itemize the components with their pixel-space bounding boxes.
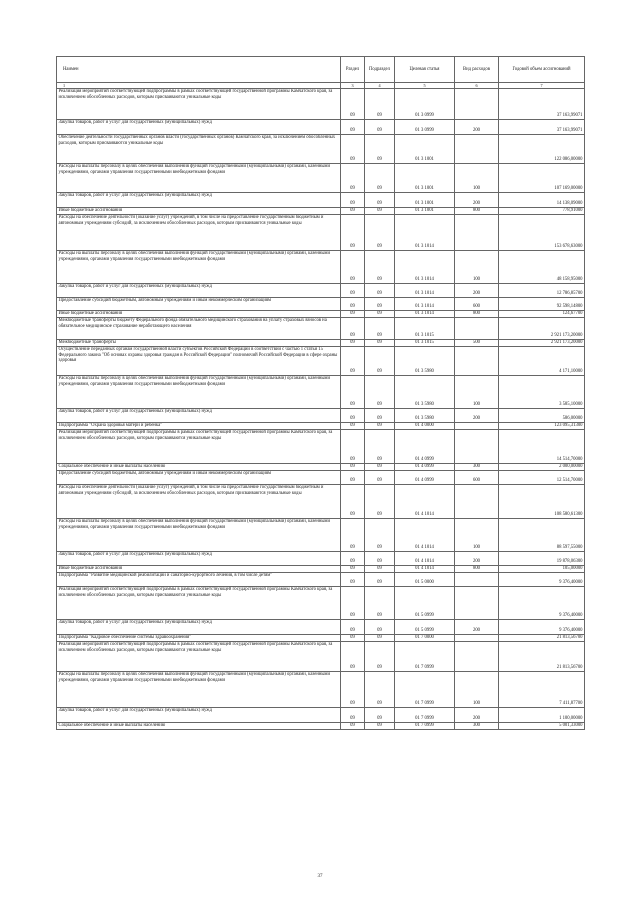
table-row (57, 409, 585, 423)
table-row (57, 193, 585, 208)
row-target-article-cell: 01 7 0999 (395, 708, 455, 723)
row-name-cell: Обеспечение деятельности государственных органов власти (государственных органов) Камчатского края, за исключением обособленных расходов, которым присваиваются уникальные коды (57, 135, 341, 164)
table-row (57, 485, 585, 519)
col-number-5: 5 (395, 83, 455, 89)
row-razdel-cell: 09 (341, 519, 365, 552)
row-razdel-cell: 09 (341, 340, 365, 347)
row-sum-cell: 3 585,10000 (499, 376, 585, 409)
row-expense-type-cell: 200 (455, 193, 499, 208)
row-target-article-cell: 01 3 1001 (395, 193, 455, 208)
row-sum-cell: 9 376,40000 (499, 620, 585, 635)
row-target-article-cell: 01 3 1001 (395, 208, 455, 215)
row-expense-type-cell: 800 (455, 208, 499, 215)
table-row (57, 298, 585, 311)
row-name-cell: Межбюджетные трансферты (57, 340, 341, 347)
row-expense-type-cell: 200 (455, 620, 499, 635)
row-name-cell: Реализация мероприятий соответствующей подпрограммы в рамках соответствующей государственной программы Камчатского края, за исключением обособленных расходов, которым присваиваются уникальные коды (57, 642, 341, 672)
row-target-article-cell: 01 3 1001 (395, 164, 455, 193)
table-row (57, 587, 585, 620)
row-name-cell: Предоставление субсидий бюджетным, автономным учреждениям и иным некоммерческим организациям (57, 298, 341, 311)
table-row (57, 347, 585, 376)
page-number: 37 (317, 874, 323, 879)
table-row (57, 708, 585, 723)
row-name-cell: Межбюджетные трансферты бюджету Федерального фонда обязательного медицинского страхования на уплату страховых взносов на обязательное медицинское страхование неработающего населения (57, 318, 341, 340)
row-podrazdel-cell: 09 (365, 672, 395, 708)
row-sum-cell: 2 921 173,20000 (499, 340, 585, 347)
row-sum-cell: 9 376,40000 (499, 573, 585, 587)
row-target-article-cell: 01 3 1014 (395, 215, 455, 251)
row-sum-cell: 7 411,87700 (499, 672, 585, 708)
row-expense-type-cell (455, 89, 499, 120)
col-number-1: 1 (57, 83, 341, 89)
row-target-article-cell: 01 4 1014 (395, 519, 455, 552)
row-podrazdel-cell: 09 (365, 642, 395, 672)
row-name-cell: Закупка товаров, работ и услуг для государственных (муниципальных) нужд (57, 409, 341, 423)
row-target-article-cell: 01 4 0999 (395, 464, 455, 471)
table-row (57, 635, 585, 642)
col-number-4: 4 (365, 83, 395, 89)
table-row (57, 311, 585, 318)
row-sum-cell: 123 095,31300 (499, 423, 585, 430)
row-expense-type-cell: 100 (455, 519, 499, 552)
row-target-article-cell: 01 7 0999 (395, 723, 455, 730)
table-row (57, 120, 585, 135)
row-target-article-cell: 01 5 0999 (395, 587, 455, 620)
row-name-cell: Расходы на обеспечение деятельности (оказание услуг) учреждений, в том числе на предоставление государственным бюджетным и автономным учреждениям субсидий, за исключением обособленных расходов, которым присваиваются уникальные коды (57, 215, 341, 251)
row-target-article-cell: 01 3 1014 (395, 298, 455, 311)
row-expense-type-cell: 100 (455, 164, 499, 193)
row-target-article-cell: 01 3 5980 (395, 409, 455, 423)
row-expense-type-cell (455, 573, 499, 587)
header-name: Наимен (57, 57, 341, 83)
row-name-cell: Подпрограмма "Развитие медицинской реабилитации и санаторно-курортного лечения, в том числе детям" (57, 573, 341, 587)
row-razdel-cell: 09 (341, 311, 365, 318)
table-header-row (57, 57, 585, 83)
row-razdel-cell: 09 (341, 635, 365, 642)
table-row (57, 723, 585, 730)
row-razdel-cell: 09 (341, 376, 365, 409)
row-name-cell: Подпрограмма "Охрана здоровья матери и ребенка" (57, 423, 341, 430)
row-name-cell: Подпрограмма "Кадровое обеспечение системы здравоохранения" (57, 635, 341, 642)
row-sum-cell: 88 597,55000 (499, 519, 585, 552)
row-expense-type-cell: 300 (455, 464, 499, 471)
row-razdel-cell: 09 (341, 251, 365, 284)
row-target-article-cell: 01 7 0999 (395, 672, 455, 708)
table-row (57, 89, 585, 120)
row-sum-cell: 48 158,95000 (499, 251, 585, 284)
table-body (57, 89, 585, 730)
row-razdel-cell: 09 (341, 723, 365, 730)
row-target-article-cell: 01 3 0999 (395, 89, 455, 120)
row-expense-type-cell (455, 215, 499, 251)
row-name-cell: Предоставление субсидий бюджетным, автономным учреждениям и иным некоммерческим организациям (57, 471, 341, 485)
row-podrazdel-cell: 09 (365, 164, 395, 193)
row-razdel-cell: 09 (341, 318, 365, 340)
header-target-article: Целевая статья (395, 57, 455, 83)
row-podrazdel-cell: 09 (365, 430, 395, 464)
row-name-cell: Расходы на обеспечение деятельности (оказание услуг) учреждений, в том числе на предоставление государственным бюджетным и автономным учреждениям субсидий, за исключением обособленных расходов, которым присваиваются уникальные коды (57, 485, 341, 519)
row-expense-type-cell (455, 430, 499, 464)
row-sum-cell: 12 786,85700 (499, 284, 585, 298)
row-podrazdel-cell: 09 (365, 376, 395, 409)
table-row (57, 672, 585, 708)
row-expense-type-cell: 800 (455, 566, 499, 573)
row-name-cell: Закупка товаров, работ и услуг для государственных (муниципальных) нужд (57, 284, 341, 298)
col-number-7: 7 (499, 83, 585, 89)
table-row (57, 464, 585, 471)
row-razdel-cell: 09 (341, 471, 365, 485)
row-podrazdel-cell: 09 (365, 423, 395, 430)
row-target-article-cell: 01 3 1015 (395, 318, 455, 340)
row-expense-type-cell: 100 (455, 376, 499, 409)
row-sum-cell: 107 169,00000 (499, 164, 585, 193)
row-name-cell: Закупка товаров, работ и услуг для государственных (муниципальных) нужд (57, 620, 341, 635)
row-expense-type-cell (455, 347, 499, 376)
row-expense-type-cell: 500 (455, 340, 499, 347)
table-row (57, 251, 585, 284)
header-podrazdel: Подраздел (365, 57, 395, 83)
row-target-article-cell: 01 3 1014 (395, 251, 455, 284)
row-target-article-cell: 01 3 1001 (395, 135, 455, 164)
row-expense-type-cell: 200 (455, 284, 499, 298)
row-razdel-cell: 09 (341, 208, 365, 215)
row-razdel-cell: 09 (341, 552, 365, 566)
header-razdel: Раздел (341, 57, 365, 83)
row-razdel-cell: 09 (341, 215, 365, 251)
table-row (57, 642, 585, 672)
row-razdel-cell: 09 (341, 573, 365, 587)
budget-table (56, 56, 585, 730)
row-razdel-cell: 09 (341, 298, 365, 311)
row-expense-type-cell (455, 423, 499, 430)
row-podrazdel-cell: 09 (365, 193, 395, 208)
table-row (57, 552, 585, 566)
row-razdel-cell: 09 (341, 409, 365, 423)
row-sum-cell: 21 813,56700 (499, 642, 585, 672)
row-razdel-cell: 09 (341, 620, 365, 635)
row-name-cell: Иные бюджетные ассигнования (57, 208, 341, 215)
row-name-cell: Закупка товаров, работ и услуг для государственных (муниципальных) нужд (57, 120, 341, 135)
row-razdel-cell: 09 (341, 566, 365, 573)
row-expense-type-cell (455, 587, 499, 620)
row-expense-type-cell: 100 (455, 672, 499, 708)
row-razdel-cell: 09 (341, 464, 365, 471)
row-expense-type-cell: 200 (455, 708, 499, 723)
row-sum-cell: 4 171,10000 (499, 347, 585, 376)
row-podrazdel-cell: 09 (365, 708, 395, 723)
row-podrazdel-cell: 09 (365, 215, 395, 251)
row-sum-cell: 37 163,99071 (499, 120, 585, 135)
row-sum-cell: 124,67700 (499, 311, 585, 318)
row-name-cell: Расходы на выплаты персоналу в целях обеспечения выполнения функций государственными (муниципальными) органами, казенными учреждениями, органами управления государственными внебюджетными фондами (57, 376, 341, 409)
row-podrazdel-cell: 09 (365, 464, 395, 471)
table-row (57, 135, 585, 164)
row-expense-type-cell: 300 (455, 723, 499, 730)
row-target-article-cell: 01 3 1014 (395, 311, 455, 318)
row-sum-cell: 105,00000 (499, 566, 585, 573)
col-number-6: 6 (455, 83, 499, 89)
row-target-article-cell: 01 4 0999 (395, 471, 455, 485)
row-name-cell: Реализация мероприятий соответствующей подпрограммы в рамках соответствующей государственной программы Камчатского края, за исключением обособленных расходов, которым присваиваются уникальные коды (57, 89, 341, 120)
row-podrazdel-cell: 09 (365, 519, 395, 552)
row-expense-type-cell (455, 635, 499, 642)
row-sum-cell: 14 138,09000 (499, 193, 585, 208)
table-row (57, 620, 585, 635)
row-name-cell: Закупка товаров, работ и услуг для государственных (муниципальных) нужд (57, 193, 341, 208)
row-podrazdel-cell: 09 (365, 311, 395, 318)
row-podrazdel-cell: 09 (365, 347, 395, 376)
row-razdel-cell: 09 (341, 485, 365, 519)
row-sum-cell: 14 514,70000 (499, 430, 585, 464)
table-row (57, 215, 585, 251)
row-podrazdel-cell: 09 (365, 409, 395, 423)
row-target-article-cell: 01 4 0999 (395, 430, 455, 464)
row-razdel-cell: 09 (341, 347, 365, 376)
row-name-cell: Иные бюджетные ассигнования (57, 566, 341, 573)
table-row (57, 573, 585, 587)
row-expense-type-cell: 100 (455, 251, 499, 284)
row-podrazdel-cell: 09 (365, 485, 395, 519)
row-razdel-cell: 09 (341, 708, 365, 723)
row-podrazdel-cell: 09 (365, 471, 395, 485)
row-name-cell: Расходы на выплаты персоналу в целях обеспечения выполнения функций государственными (муниципальными) органами, казенными учреждениями, органами управления государственными внебюджетными фондами (57, 519, 341, 552)
row-name-cell: Расходы на выплаты персоналу в целях обеспечения выполнения функций государственными (муниципальными) органами, казенными учреждениями, органами управления государственными внебюджетными фондами (57, 672, 341, 708)
row-podrazdel-cell: 09 (365, 552, 395, 566)
row-expense-type-cell: 200 (455, 552, 499, 566)
row-target-article-cell: 01 3 5980 (395, 376, 455, 409)
table-row (57, 471, 585, 485)
header-annual-sum: Годовой объем ассигнований (499, 57, 585, 83)
row-name-cell: Реализация мероприятий соответствующей подпрограммы в рамках соответствующей государственной программы Камчатского края, за исключением обособленных расходов, которым присваиваются уникальные коды (57, 587, 341, 620)
row-target-article-cell: 01 5 0999 (395, 620, 455, 635)
row-razdel-cell: 09 (341, 430, 365, 464)
row-sum-cell: 2 000,00000 (499, 464, 585, 471)
row-sum-cell: 9 376,40000 (499, 587, 585, 620)
row-target-article-cell: 01 5 0000 (395, 573, 455, 587)
row-podrazdel-cell: 09 (365, 566, 395, 573)
row-razdel-cell: 09 (341, 284, 365, 298)
row-target-article-cell: 01 4 1014 (395, 552, 455, 566)
row-target-article-cell: 01 4 1014 (395, 566, 455, 573)
row-expense-type-cell (455, 642, 499, 672)
table-row (57, 430, 585, 464)
row-sum-cell: 1 100,00000 (499, 708, 585, 723)
table-row (57, 208, 585, 215)
row-expense-type-cell (455, 318, 499, 340)
row-expense-type-cell (455, 135, 499, 164)
row-target-article-cell: 01 3 0999 (395, 120, 455, 135)
row-target-article-cell: 01 7 0999 (395, 642, 455, 672)
row-podrazdel-cell: 09 (365, 89, 395, 120)
row-razdel-cell: 09 (341, 193, 365, 208)
row-podrazdel-cell: 09 (365, 587, 395, 620)
row-razdel-cell: 09 (341, 423, 365, 430)
row-sum-cell: 2 921 173,20000 (499, 318, 585, 340)
row-sum-cell: 153 678,63000 (499, 215, 585, 251)
row-name-cell: Социальное обеспечение и иные выплаты населению (57, 723, 341, 730)
row-podrazdel-cell: 09 (365, 635, 395, 642)
table-row (57, 519, 585, 552)
row-sum-cell: 586,00000 (499, 409, 585, 423)
row-target-article-cell: 01 3 1014 (395, 284, 455, 298)
row-name-cell: Расходы на выплаты персоналу в целях обеспечения выполнения функций государственными (муниципальными) органами, казенными учреждениями, органами управления государственными внебюджетными фондами (57, 164, 341, 193)
row-podrazdel-cell: 09 (365, 298, 395, 311)
row-sum-cell: 778,91000 (499, 208, 585, 215)
row-target-article-cell: 01 4 1014 (395, 485, 455, 519)
table-row (57, 423, 585, 430)
row-podrazdel-cell: 09 (365, 251, 395, 284)
row-razdel-cell: 09 (341, 120, 365, 135)
row-name-cell: Иные бюджетные ассигнования (57, 311, 341, 318)
row-podrazdel-cell: 09 (365, 208, 395, 215)
row-podrazdel-cell: 09 (365, 318, 395, 340)
row-name-cell: Реализация мероприятий соответствующей подпрограммы в рамках соответствующей государственной программы Камчатского края, за исключением обособленных расходов, которым присваиваются уникальные коды (57, 430, 341, 464)
row-sum-cell: 19 878,06300 (499, 552, 585, 566)
row-sum-cell: 12 514,70000 (499, 471, 585, 485)
row-razdel-cell: 09 (341, 672, 365, 708)
row-sum-cell: 37 163,99071 (499, 89, 585, 120)
header-expense-type: Вид расходов (455, 57, 499, 83)
row-name-cell: Осуществление переданных органам государственной власти субъектов Российской Федерации в соответствии с частью 1 статьи 15 Федерального закона "Об основах охраны здоровья граждан в Российской Федерации" полномочий Российской Федерации в сфере охраны здоровья (57, 347, 341, 376)
row-razdel-cell: 09 (341, 642, 365, 672)
row-razdel-cell: 09 (341, 164, 365, 193)
table-row (57, 318, 585, 340)
row-name-cell: Социальное обеспечение и иные выплаты населению (57, 464, 341, 471)
row-target-article-cell: 01 3 1015 (395, 340, 455, 347)
row-target-article-cell: 01 3 5980 (395, 347, 455, 376)
row-podrazdel-cell: 09 (365, 723, 395, 730)
row-podrazdel-cell: 09 (365, 340, 395, 347)
col-number-3: 3 (341, 83, 365, 89)
budget-table-page (56, 56, 584, 730)
row-podrazdel-cell: 09 (365, 135, 395, 164)
row-name-cell: Расходы на выплаты персоналу в целях обеспечения выполнения функций государственными (муниципальными) органами, казенными учреждениями, органами управления государственными внебюджетными фондами (57, 251, 341, 284)
row-target-article-cell: 01 7 0000 (395, 635, 455, 642)
row-sum-cell: 5 001,33000 (499, 723, 585, 730)
row-podrazdel-cell: 09 (365, 284, 395, 298)
table-row (57, 340, 585, 347)
row-expense-type-cell (455, 485, 499, 519)
row-expense-type-cell: 600 (455, 471, 499, 485)
row-podrazdel-cell: 09 (365, 120, 395, 135)
table-row (57, 284, 585, 298)
row-razdel-cell: 09 (341, 89, 365, 120)
row-sum-cell: 122 086,00000 (499, 135, 585, 164)
row-razdel-cell: 09 (341, 135, 365, 164)
row-name-cell: Закупка товаров, работ и услуг для государственных (муниципальных) нужд (57, 708, 341, 723)
row-sum-cell: 21 813,56700 (499, 635, 585, 642)
row-expense-type-cell: 600 (455, 298, 499, 311)
table-row (57, 566, 585, 573)
row-target-article-cell: 01 4 0000 (395, 423, 455, 430)
row-podrazdel-cell: 09 (365, 573, 395, 587)
row-expense-type-cell: 800 (455, 311, 499, 318)
row-name-cell: Закупка товаров, работ и услуг для государственных (муниципальных) нужд (57, 552, 341, 566)
row-sum-cell: 108 580,61300 (499, 485, 585, 519)
row-expense-type-cell: 200 (455, 120, 499, 135)
table-row (57, 376, 585, 409)
table-row (57, 164, 585, 193)
row-expense-type-cell: 200 (455, 409, 499, 423)
row-sum-cell: 92 598,14800 (499, 298, 585, 311)
row-podrazdel-cell: 09 (365, 620, 395, 635)
row-razdel-cell: 09 (341, 587, 365, 620)
